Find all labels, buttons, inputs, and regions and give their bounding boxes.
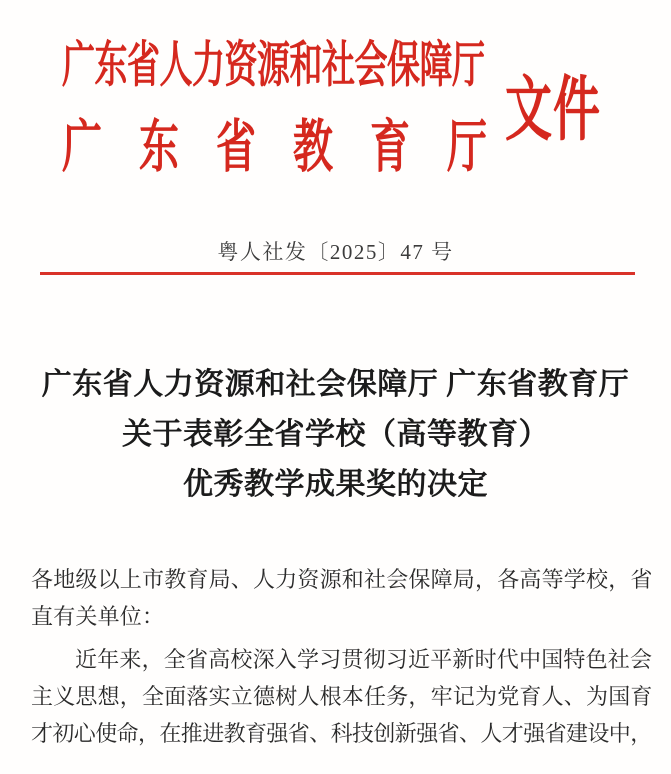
- document-body: [31, 561, 651, 752]
- document-title: [0, 360, 671, 510]
- letterhead-doc-type-label: 文件: [505, 72, 601, 150]
- letterhead-agency-line1: 广东省人力资源和社会保障厅: [62, 39, 485, 94]
- salutation-line: 直有关单位：: [31, 604, 165, 629]
- document-title-line2: 关于表彰全省学校（高等教育）: [122, 418, 549, 451]
- paragraph-line: 才初心使命，在推进教育强省、科技创新强省、人才强省建设中，: [31, 721, 651, 746]
- paragraph-line: 近年来，全省高校深入学习贯彻习近平新时代中国特色社会: [75, 647, 653, 672]
- document-title-line1: 广东省人力资源和社会保障厅 广东省教育厅: [41, 368, 630, 401]
- document-number: 粤人社发〔2025〕47 号: [217, 240, 454, 264]
- document-title-line3: 优秀教学成果奖的决定: [183, 468, 488, 501]
- paragraph-line: 主义思想，全面落实立德树人根本任务，牢记为党育人、为国育: [31, 684, 653, 709]
- letterhead-agency-line2: 广东省教育厅: [62, 114, 524, 179]
- red-separator-rule: [40, 272, 635, 275]
- salutation-line: 各地级以上市教育局、人力资源和社会保障局，各高等学校，省: [31, 567, 653, 592]
